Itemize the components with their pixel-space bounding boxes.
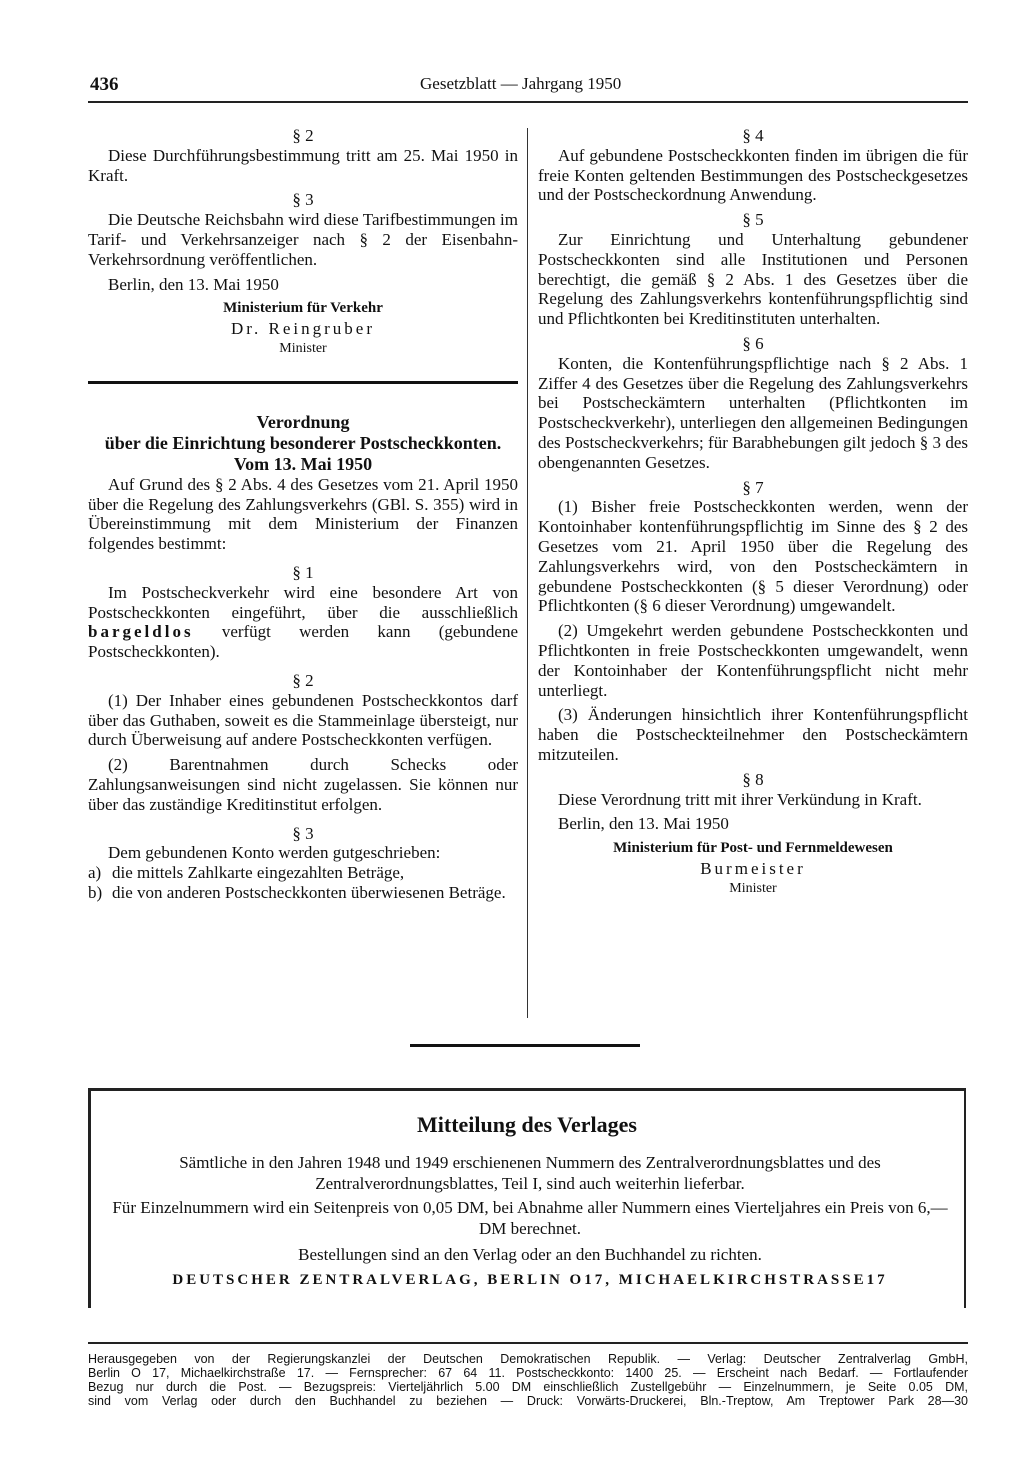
ordinance-date: Vom 13. Mai 1950: [233, 453, 373, 474]
section-heading: § 1: [292, 562, 314, 582]
page-number: 436: [90, 74, 119, 95]
section-heading: § 2: [292, 126, 314, 145]
place-date: Berlin, den 13. Mai 1950: [558, 814, 729, 834]
imprint-line: Herausgegeben von der Regierungskanzlei der Deutschen Demokratischen Republik. — Verlag: Deutscher Zentralverlag GmbH,: [88, 1352, 968, 1366]
imprint-rule: [88, 1342, 968, 1344]
section-heading: § 4: [742, 126, 764, 145]
list-label: a): [88, 863, 102, 883]
list-item: [88, 863, 518, 883]
section-text: Zur Einrichtung und Unterhaltung gebundener Postscheckkonten sind alle Institutionen und Personen berechtigt, die gemäß § 2 Abs. 1 des Gesetzes über die Regelung des Zahlungsverkehrs kontenführungspflichtig sind und Pflichtkonten bei Kreditinstituten unterhalten.: [538, 229, 968, 329]
section-paragraph: (2) Umgekehrt werden gebundene Postscheckkonten und Pflichtkonten in freie Postscheckkonten umgewandelt, wenn der Kontoinhaber der Kontenführungspflicht nicht mehr unterliegt.: [538, 621, 968, 700]
notice-paragraph: Für Einzelnummern wird ein Seitenpreis von 0,05 DM, bei Abnahme aller Nummern eines Vierteljahres ein Preis von 6,— DM berechnet.: [112, 1198, 948, 1238]
section-paragraph: (2) Barentnahmen durch Schecks oder Zahlungsanweisungen sind nicht zugelassen. Sie können nur über das zuständige Kreditinstitut erfolgen.: [88, 755, 518, 814]
closing-rule: [410, 1044, 640, 1047]
signer-name: Dr. Reingruber: [231, 319, 375, 339]
section-text: Die Deutsche Reichsbahn wird diese Tarifbestimmungen im Tarif- und Verkehrsanzeiger nach § 2 der Eisenbahn-Verkehrsordnung veröffentlichen.: [88, 210, 518, 269]
section-heading: § 7: [742, 477, 764, 497]
notice-paragraph: Bestellungen sind an den Verlag oder an den Buchhandel zu richten.: [298, 1245, 762, 1264]
section-text: Dem gebundenen Konto werden gutgeschrieben:: [108, 843, 441, 863]
left-column: [88, 126, 518, 903]
imprint-block: [88, 1352, 968, 1408]
ministry-name: Ministerium für Verkehr: [223, 300, 383, 317]
imprint-line: Bezug nur durch die Post. — Bezugspreis: Vierteljährlich 5.00 DM einschließlich Zustellgebühr — Einzelnummern, je Seite 0.05 DM,: [88, 1380, 968, 1394]
section-text: Diese Durchführungsbestimmung tritt am 25. Mai 1950 in Kraft.: [88, 145, 518, 185]
preamble-text: Auf Grund des § 2 Abs. 4 des Gesetzes vom 21. April 1950 über die Regelung des Zahlungsverkehrs (GBl. S. 355) wird in Übereinstimmung mit dem Ministerium der Finanzen folgendes bestimmt:: [88, 474, 518, 554]
section-paragraph: (1) Bisher freie Postscheckkonten werden, wenn der Kontoinhaber kontenführungspflichtig im Sinne des § 2 des Gesetzes vom 21. April 1950 über die Regelung des Zahlungsverkehrs wird, von den Postscheckämtern in gebundene Postscheckkonten (§ 5 dieser Verordnung) oder Pflichtkonten (§ 6 dieser Verordnung) umgewandelt.: [538, 497, 968, 616]
list-label: b): [88, 882, 103, 902]
column-divider: [527, 128, 528, 1018]
ordinance-subtitle: über die Einrichtung besonderer Postscheckkonten.: [104, 432, 502, 453]
signer-name: Burmeister: [700, 858, 806, 878]
section-text: Auf gebundene Postscheckkonten finden im übrigen die für freie Konten geltenden Bestimmungen des Postscheckgesetzes und der Postscheckordnung Anwendung.: [538, 145, 968, 205]
signer-role: Minister: [279, 340, 327, 356]
ordinance-title: Verordnung: [256, 411, 350, 432]
notice-paragraph: Sämtliche in den Jahren 1948 und 1949 erschienenen Nummern des Zentralverordnungsblattes und des Zentralverordnungsblattes, Teil I, sind auch weiterhin lieferbar.: [179, 1153, 881, 1193]
running-header-title: Gesetzblatt — Jahrgang 1950: [420, 74, 622, 93]
signer-role: Minister: [729, 880, 777, 896]
notice-title: Mitteilung des Verlages: [417, 1112, 637, 1137]
section-heading: § 3: [292, 823, 314, 843]
section-text: Im Postscheckverkehr wird eine besondere Art von Postscheckkonten eingeführt, über die ausschließlich bargeldlos verfügt werden kann (gebundene Postscheckkonten).: [88, 582, 519, 662]
list-text: die mittels Zahlkarte eingezahlten Beträge,: [112, 863, 405, 883]
section-paragraph: (1) Der Inhaber eines gebundenen Postscheckkontos darf über das Guthaben, soweit es die Stammeinlage übersteigt, nur durch Überweisung auf andere Postscheckkonten verfügen.: [88, 690, 518, 750]
ministry-name: Ministerium für Post- und Fernmeldewesen: [613, 840, 893, 857]
section-heading: § 6: [742, 333, 764, 353]
section-heading: § 8: [742, 769, 764, 789]
section-text: Konten, die Kontenführungspflichtige nach § 2 Abs. 1 Ziffer 4 des Gesetzes über die Regelung des Zahlungsverkehrs bei Postscheckämtern unterhalten (Pflichtkonten im Postscheckverkehr), unterliegen den allgemeinen Bedingungen des Postscheckverkehrs; für Barabhebungen gilt jedoch § 3 des obengenannten Gesetzes.: [538, 353, 968, 472]
list-item: [88, 883, 518, 903]
section-text: Diese Verordnung tritt mit ihrer Verkündung in Kraft.: [558, 789, 922, 809]
publisher-address-line: DEUTSCHER ZENTRALVERLAG, BERLIN O17, MICHAELKIRCHSTRASSE17: [172, 1272, 888, 1288]
place-date: Berlin, den 13. Mai 1950: [108, 274, 279, 294]
section-heading: § 3: [292, 190, 314, 210]
imprint-line: sind vom Verlag oder durch den Buchhandel zu beziehen — Druck: Vorwärts-Druckerei, Bln.-Treptow, Am Treptower Park 28—30: [88, 1394, 968, 1408]
section-heading: § 5: [742, 210, 764, 230]
emphasized-word: bargeldlos: [88, 622, 194, 642]
imprint-line: Berlin O 17, Michaelkirchstraße 17. — Fernsprecher: 67 64 11. Postscheckkonto: 1400 25. — Erscheint nach Bedarf. — Fortlaufender: [88, 1366, 968, 1380]
list-text: die von anderen Postscheckkonten überwiesenen Beträge.: [112, 882, 506, 902]
section-paragraph: (3) Änderungen hinsichtlich ihrer Kontenführungspflicht haben die Postscheckteilnehmer den Postscheckämtern mitzuteilen.: [538, 705, 968, 764]
right-column: [538, 126, 968, 898]
section-heading: § 2: [292, 670, 314, 690]
header-rule: [88, 101, 968, 103]
